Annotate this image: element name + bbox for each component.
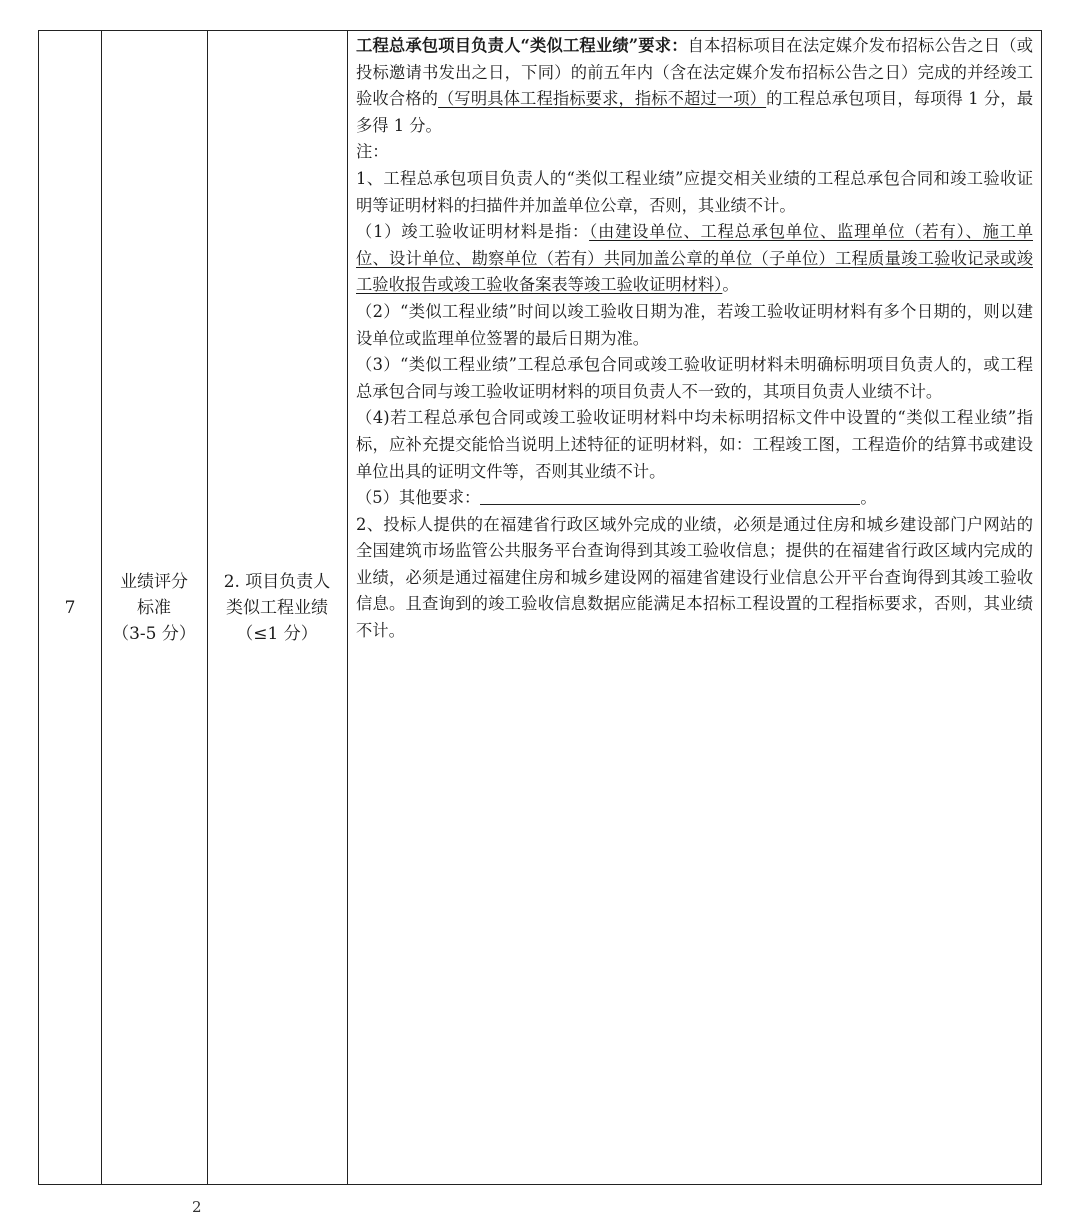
item-line-3: （≤1 分）: [236, 623, 318, 644]
note-1-1-suffix: 。: [722, 275, 739, 295]
requirement-paragraph: [356, 33, 1033, 139]
category-cell: [101, 31, 207, 1184]
note-1-2: （2）“类似工程业绩”时间以竣工验收日期为准，若竣工验收证明材料有多个日期的，则以建设单位或监理单位签署的最后日期为准。: [356, 301, 1033, 348]
row-number-cell: [39, 31, 101, 1184]
category-line-2: 标准: [137, 597, 171, 618]
note-1-1-underline: （由建设单位、工程总承包单位、监理单位（若有）、施工单位、设计单位、勘察单位（若有）共同加盖公章的单位（子单位）工程质量竣工验收记录或竣工验收报告或竣工验收备案表等竣工验收证明材料）: [356, 222, 1033, 295]
note-1: 1、工程总承包项目负责人的“类似工程业绩”应提交相关业绩的工程总承包合同和竣工验收证明等证明材料的扫描件并加盖单位公章，否则，其业绩不计。: [356, 168, 1033, 215]
note-1-5: [356, 485, 1033, 512]
fill-in-blank-line: [480, 488, 860, 505]
row-number: 7: [64, 597, 76, 618]
category-line-1: 业绩评分: [120, 571, 188, 592]
requirement-underline: （写明具体工程指标要求，指标不超过一项）: [438, 89, 767, 109]
item-line-1: 2. 项目负责人: [223, 571, 331, 592]
note-1-1: [356, 219, 1033, 299]
scoring-criteria-cell: [347, 31, 1041, 1184]
note-label: 注：: [356, 142, 389, 162]
requirement-heading: 工程总承包项目负责人“类似工程业绩”要求：: [356, 36, 688, 55]
requirement-text-1: 自本招标项目在法定媒介发布招标公告之日（或投标邀请书发出之日，下同）的前五年内（含在法定媒介发布招标公告之日）完成的并经竣工验收合格的: [356, 36, 1033, 109]
note-2: 2、投标人提供的在福建省行政区域外完成的业绩，必须是通过住房和城乡建设部门户网站的全国建筑市场监管公共服务平台查询得到其竣工验收信息；提供的在福建省行政区域内完成的业绩，必须是通过福建住房和城乡建设网的福建省建设行业信息公开平台查询得到其竣工验收信息。且查询到的竣工验收信息数据应能满足本招标工程设置的工程指标要求，否则，其业绩不计。: [356, 514, 1033, 641]
category-line-3: （3-5 分）: [112, 623, 196, 644]
note-1-5-prefix: （5）其他要求：: [356, 488, 481, 508]
note-1-1-prefix: （1）竣工验收证明材料是指：: [356, 222, 590, 242]
scoring-table: [38, 30, 1042, 1185]
note-1-3: （3）“类似工程业绩”工程总承包合同或竣工验收证明材料未明确标明项目负责人的，或工程总承包合同与竣工验收证明材料的项目负责人不一致的，其项目负责人业绩不计。: [356, 355, 1033, 401]
item-cell: [207, 31, 347, 1184]
item-line-2: 类似工程业绩: [226, 597, 328, 618]
note-1-5-suffix: 。: [860, 488, 877, 508]
note-1-4: （4)若工程总承包合同或竣工验收证明材料中均未标明招标文件中设置的“类似工程业绩”指标，应补充提交能恰当说明上述特征的证明材料，如：工程竣工图，工程造价的结算书或建设单位出具的证明文件等，否则其业绩不计。: [356, 408, 1033, 481]
requirement-text-2: 的工程总承包项目，每项得 1 分，最多得 1 分。: [356, 89, 1033, 135]
page-number: 2: [192, 1198, 202, 1216]
